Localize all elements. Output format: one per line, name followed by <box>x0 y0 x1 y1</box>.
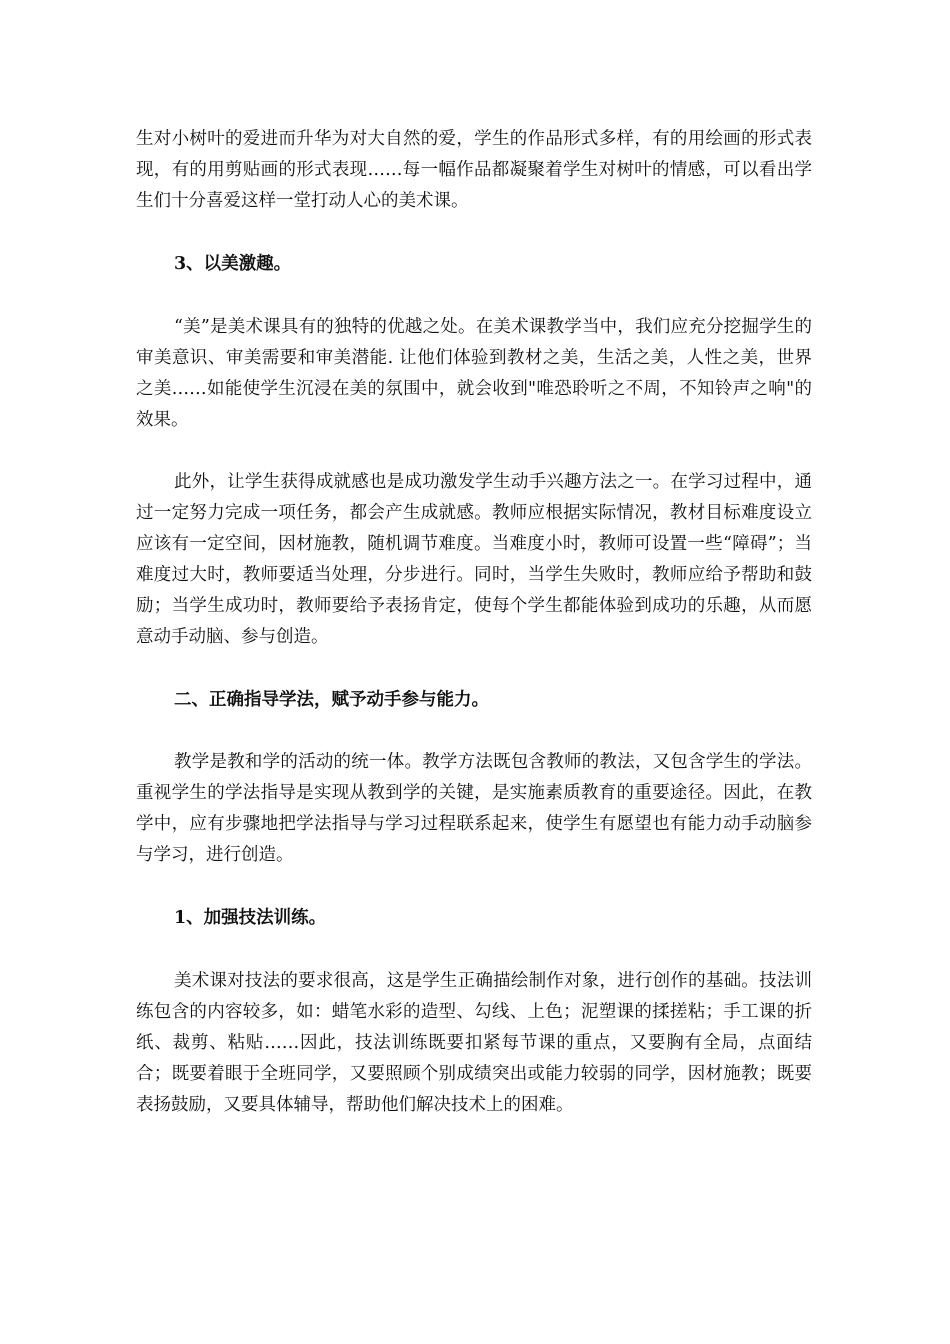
paragraph-achievement: 此外，让学生获得成就感也是成功激发学生动手兴趣方法之一。在学习过程中，通过一定努力完成一项任务，都会产生成就感。教师应根据实际情况，教材目标难度设立应该有一定空间，因材施教，随机调节难度。当难度小时，教师可设置一些“障碍”；当难度过大时，教师要适当处理，分步进行。同时，当学生失败时，教师应给予帮助和鼓励；当学生成功时，教师要给予表扬肯定，使每个学生都能体验到成功的乐趣，从而愿意动手动脑、参与创造。 <box>136 472 812 647</box>
document-body <box>136 124 812 1121</box>
paragraph-beauty: “美”是美术课具有的独特的优越之处。在美术课教学当中，我们应充分挖掘学生的审美意识、审美需要和审美潜能. 让他们体验到教材之美，生活之美，人性之美，世界之美……如能使学生沉浸在美的氛围中，就会收到"唯恐聆听之不周，不知铃声之响"的效果。 <box>136 317 812 430</box>
heading-learning-method: 二、正确指导学法，赋予动手参与能力。 <box>174 690 489 710</box>
heading-technique-training: 1、加强技法训练。 <box>174 908 327 928</box>
paragraph-leaf-love: 生对小树叶的爱进而升华为对大自然的爱，学生的作品形式多样，有的用绘画的形式表现，有的用剪贴画的形式表现……每一幅作品都凝聚着学生对树叶的情感，可以看出学生们十分喜爱这样一堂打动人心的美术课。 <box>136 129 812 211</box>
heading-beauty-interest: 3、以美激趣。 <box>174 254 292 274</box>
paragraph-technique: 美术课对技法的要求很高，这是学生正确描绘制作对象，进行创作的基础。技法训练包含的内容较多，如：蜡笔水彩的造型、勾线、上色；泥塑课的揉搓粘；手工课的折纸、裁剪、粘贴……因此，技法训练既要扣紧每节课的重点，又要胸有全局，点面结合；既要着眼于全班同学，又要照顾个别成绩突出或能力较弱的同学，因材施教；既要表扬鼓励，又要具体辅导，帮助他们解决技术上的困难。 <box>136 971 812 1115</box>
paragraph-teaching-unity: 教学是教和学的活动的统一体。教学方法既包含教师的教法，又包含学生的学法。重视学生的学法指导是实现从教到学的关键，是实施素质教育的重要途径。因此，在教学中，应有步骤地把学法指导与学习过程联系起来，使学生有愿望也有能力动手动脑参与学习，进行创造。 <box>136 752 812 865</box>
